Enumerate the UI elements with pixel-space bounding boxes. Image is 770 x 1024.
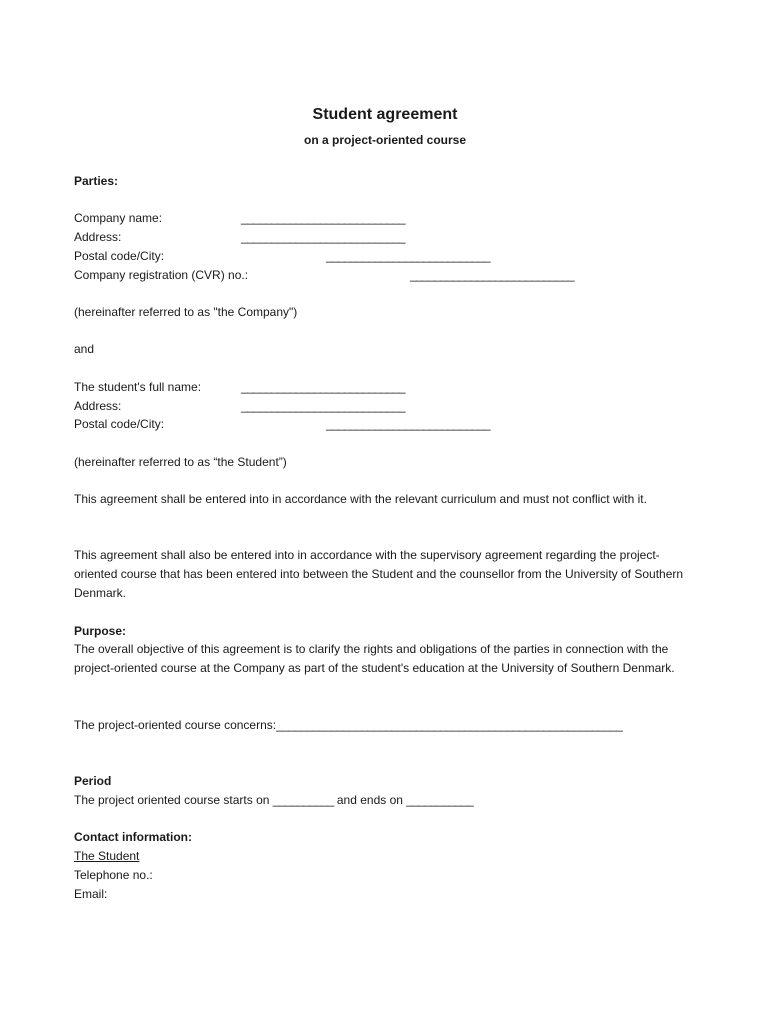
email-label: Email:	[74, 887, 108, 901]
company-name-label: Company name:	[74, 211, 163, 225]
purpose-text: The overall objective of this agreement is to clarify the rights and obligations of the parties in connection with the project-oriented course at the Company as part of the student's education at the University of Southern Denmark.	[74, 642, 675, 675]
course-concerns-row	[74, 718, 622, 733]
period-heading: Period	[74, 774, 112, 788]
purpose-heading: Purpose:	[74, 624, 127, 638]
course-concerns-blank[interactable]: _________________________________________________________	[276, 718, 623, 732]
supervisory-clause: This agreement shall also be entered into in accordance with the supervisory agreement regarding the project-oriented course that has been entered into between the Student and the counsellor from the University of Southern Denmark.	[74, 548, 684, 600]
student-postal-blank[interactable]: ___________________________	[326, 417, 490, 431]
student-reference: (hereinafter referred to as “the Student”)	[74, 455, 287, 469]
company-address-blank[interactable]: ___________________________	[241, 230, 405, 244]
company-postal-blank[interactable]: ___________________________	[326, 249, 490, 263]
document-subtitle: on a project-oriented course	[303, 133, 467, 147]
and-text: and	[74, 342, 95, 356]
company-address-label: Address:	[74, 230, 122, 244]
student-address-blank[interactable]: ___________________________	[241, 399, 405, 413]
company-cvr-label: Company registration (CVR) no.:	[74, 268, 249, 282]
student-postal-label: Postal code/City:	[74, 417, 165, 431]
curriculum-clause: This agreement shall be entered into in accordance with the relevant curriculum and must not conflict with it.	[74, 492, 647, 506]
company-name-blank[interactable]: ___________________________	[241, 211, 405, 225]
contact-heading: Contact information:	[74, 830, 192, 844]
company-postal-label: Postal code/City:	[74, 249, 165, 263]
student-name-label: The student's full name:	[74, 380, 202, 394]
period-start-blank[interactable]: __________	[272, 793, 334, 807]
period-start-text: The project oriented course starts on	[74, 793, 273, 807]
document-title: Student agreement	[312, 106, 458, 123]
company-cvr-blank[interactable]: ___________________________	[410, 268, 574, 282]
telephone-label: Telephone no.:	[74, 868, 153, 882]
period-end-blank[interactable]: ___________	[406, 793, 474, 807]
contact-student-heading: The Student	[74, 849, 140, 863]
student-name-blank[interactable]: ___________________________	[241, 380, 405, 394]
parties-heading: Parties:	[74, 174, 119, 188]
period-row	[74, 793, 473, 808]
course-concerns-label: The project-oriented course concerns:	[74, 718, 277, 732]
period-mid-text: and ends on	[333, 793, 407, 807]
student-address-label: Address:	[74, 399, 122, 413]
company-reference: (hereinafter referred to as "the Company")	[74, 305, 298, 319]
